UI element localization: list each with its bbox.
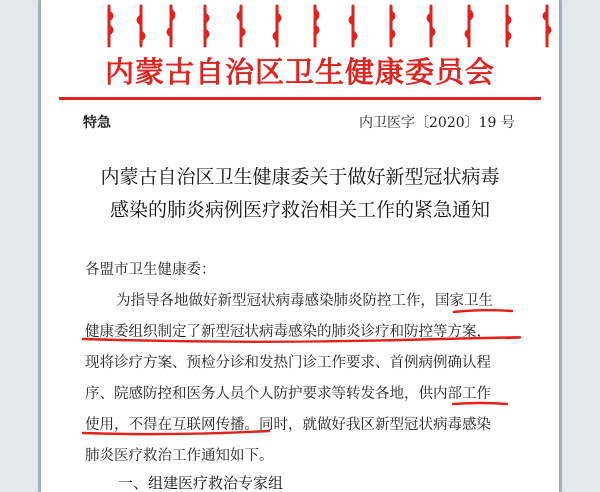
urgency-label: 特急 [83,115,111,131]
body-line: 序、院感防控和医务人员个人防护要求等转发各地，供内部工作 [85,386,491,402]
red-underline [453,403,507,404]
document-number: 内卫医字〔2020〕19 号 [359,115,515,131]
page-edge-right [559,0,562,492]
body-line: 现将诊疗方案、预检分诊和发热门诊工作要求、首例病例确认程 [85,355,491,371]
body-line: 肺炎医疗救治工作通知如下。 [85,448,274,464]
mongolian-script-header [101,2,559,50]
red-underline [454,310,512,312]
document-title-line-2: 感染的肺炎病例医疗救治相关工作的紧急通知 [109,199,490,221]
org-name-title: 内蒙古自治区卫生健康委员会 [104,55,495,89]
red-header-rule [59,97,541,100]
salutation: 各盟市卫生健康委： [85,262,216,278]
document-title-line-1: 内蒙古自治区卫生健康委关于做好新型冠状病毒 [100,166,500,188]
document-page [41,0,559,492]
body-line: 使用，不得在互联网传播。同时，就做好我区新型冠状病毒感染 [85,417,491,433]
body-line: 健康委组织制定了新型冠状病毒感染的肺炎诊疗和防控等方案， [85,324,491,340]
section-1-heading: 一、组建医疗救治专家组 [118,474,284,492]
body-line: 为指导各地做好新型冠状病毒感染肺炎防控工作，国家卫生 [116,293,493,309]
document-title [41,161,559,227]
